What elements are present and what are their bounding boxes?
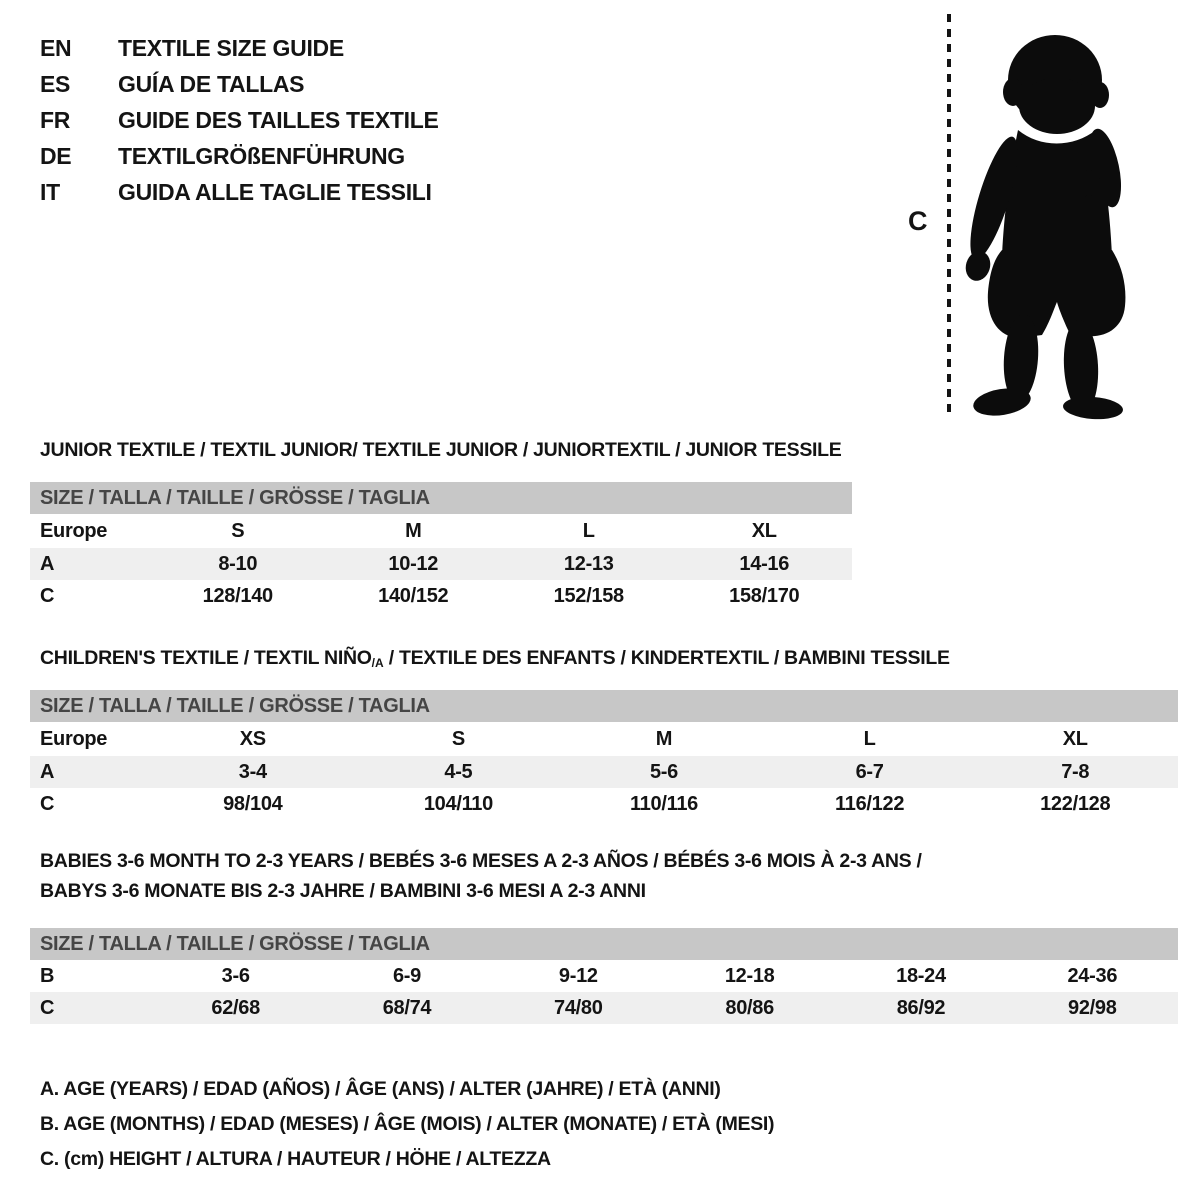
table-cell: 4-5	[444, 761, 473, 783]
table-cell: 10-12	[388, 553, 439, 575]
size-table-children	[30, 722, 1178, 820]
row-label-cell: C	[40, 793, 55, 815]
size-header-bar: SIZE / TALLA / TAILLE / GRÖSSE / TAGLIA	[30, 690, 1178, 722]
table-cell: 140/152	[378, 585, 449, 607]
language-row	[40, 30, 439, 66]
toddler-silhouette-image	[958, 18, 1140, 420]
table-cell: 8-10	[218, 553, 258, 575]
section-title-line: CHILDREN'S TEXTILE / TEXTIL NIÑO/A / TEXTILE DES ENFANTS / KINDERTEXTIL / BAMBINI TESSILE	[40, 647, 950, 670]
section-junior-textile	[30, 437, 852, 612]
table-row	[30, 722, 1178, 756]
table-cell: S	[231, 520, 245, 542]
language-row	[40, 174, 439, 210]
height-measure-line	[946, 14, 952, 418]
table-cell: 18-24	[896, 965, 946, 987]
table-cell: 122/128	[1040, 793, 1111, 815]
table-cell: 6-9	[392, 965, 421, 987]
size-header-bar: SIZE / TALLA / TAILLE / GRÖSSE / TAGLIA	[30, 482, 852, 514]
table-row	[30, 514, 852, 548]
table-cell: 12-18	[724, 965, 775, 987]
language-row	[40, 66, 439, 102]
language-row	[40, 138, 439, 174]
table-cell: 9-12	[558, 965, 598, 987]
language-row	[40, 102, 439, 138]
table-cell: L	[582, 520, 595, 542]
size-table-babies	[30, 960, 1178, 1024]
guide-title: TEXTILE SIZE GUIDE	[118, 35, 344, 61]
table-cell: 12-13	[563, 553, 614, 575]
table-cell: 152/158	[553, 585, 624, 607]
legend-age-years: A. AGE (YEARS) / EDAD (AÑOS) / ÂGE (ANS) / ALTER (JAHRE) / ETÀ (ANNI)	[40, 1078, 721, 1100]
section-babies-textile	[30, 848, 1178, 1024]
language-code: DE	[40, 143, 72, 169]
row-label-cell: Europe	[40, 520, 108, 542]
table-row	[30, 960, 1178, 992]
table-cell: M	[405, 520, 422, 542]
table-cell: 104/110	[423, 793, 493, 815]
row-label-cell: B	[40, 965, 55, 987]
table-row	[30, 580, 852, 612]
table-row	[30, 992, 1178, 1024]
table-row	[30, 548, 852, 580]
row-label-cell: Europe	[40, 728, 108, 750]
table-cell: 24-36	[1067, 965, 1118, 987]
section-title-line: BABIES 3-6 MONTH TO 2-3 YEARS / BEBÉS 3-6 MESES A 2-3 AÑOS / BÉBÉS 3-6 MOIS À 2-3 ANS /	[40, 850, 922, 872]
table-cell: 110/116	[629, 793, 698, 815]
language-code: IT	[40, 179, 60, 205]
table-cell: 92/98	[1068, 997, 1117, 1019]
guide-title: GUIDE DES TAILLES TEXTILE	[118, 107, 439, 133]
table-cell: S	[451, 728, 465, 750]
table-cell: 62/68	[211, 997, 260, 1019]
guide-title: TEXTILGRÖßENFÜHRUNG	[118, 143, 405, 169]
legend-age-months: B. AGE (MONTHS) / EDAD (MESES) / ÂGE (MOIS) / ALTER (MONATE) / ETÀ (MESI)	[40, 1113, 775, 1135]
row-label-cell: A	[40, 553, 55, 575]
table-cell: 158/170	[729, 585, 800, 607]
table-cell: 3-4	[238, 761, 267, 783]
table-cell: 86/92	[896, 997, 946, 1019]
table-row	[30, 788, 1178, 820]
section-title-line: JUNIOR TEXTILE / TEXTIL JUNIOR/ TEXTILE JUNIOR / JUNIORTEXTIL / JUNIOR TESSILE	[40, 439, 842, 461]
language-title-list	[40, 30, 439, 210]
section-childrens-textile	[30, 645, 1178, 820]
table-cell: 116/122	[835, 793, 905, 815]
table-cell: XS	[239, 728, 266, 750]
table-cell: XL	[751, 520, 777, 542]
table-cell: 98/104	[223, 793, 283, 815]
table-cell: 128/140	[202, 585, 273, 607]
table-cell: 80/86	[725, 997, 774, 1019]
row-label-cell: A	[40, 761, 55, 783]
table-cell: 68/74	[382, 997, 432, 1019]
height-measure-label: C	[908, 206, 928, 236]
section-title-line: BABYS 3-6 MONATE BIS 2-3 JAHRE / BAMBINI 3-6 MESI A 2-3 ANNI	[40, 880, 646, 902]
guide-title: GUÍA DE TALLAS	[118, 71, 305, 97]
section-title	[40, 645, 1178, 675]
row-label-cell: C	[40, 585, 55, 607]
legend-height-cm: C. (cm) HEIGHT / ALTURA / HAUTEUR / HÖHE / ALTEZZA	[40, 1148, 551, 1170]
table-cell: 6-7	[855, 761, 884, 783]
table-cell: M	[655, 728, 673, 750]
measure-legend	[40, 1072, 774, 1177]
table-cell: 74/80	[554, 997, 603, 1019]
size-header-bar: SIZE / TALLA / TAILLE / GRÖSSE / TAGLIA	[30, 928, 1178, 960]
guide-title: GUIDA ALLE TAGLIE TESSILI	[118, 179, 432, 205]
row-label-cell: C	[40, 997, 55, 1019]
language-code: FR	[40, 107, 71, 133]
table-cell: 14-16	[739, 553, 790, 575]
table-cell: 7-8	[1061, 761, 1090, 783]
table-cell: 5-6	[649, 761, 678, 783]
section-title	[40, 437, 852, 467]
section-title	[40, 848, 1178, 908]
language-code: ES	[40, 71, 71, 97]
table-cell: 3-6	[221, 965, 250, 987]
table-cell: L	[863, 728, 876, 750]
size-table-junior	[30, 514, 852, 612]
table-row	[30, 756, 1178, 788]
table-cell: XL	[1062, 728, 1088, 750]
language-code: EN	[40, 35, 72, 61]
